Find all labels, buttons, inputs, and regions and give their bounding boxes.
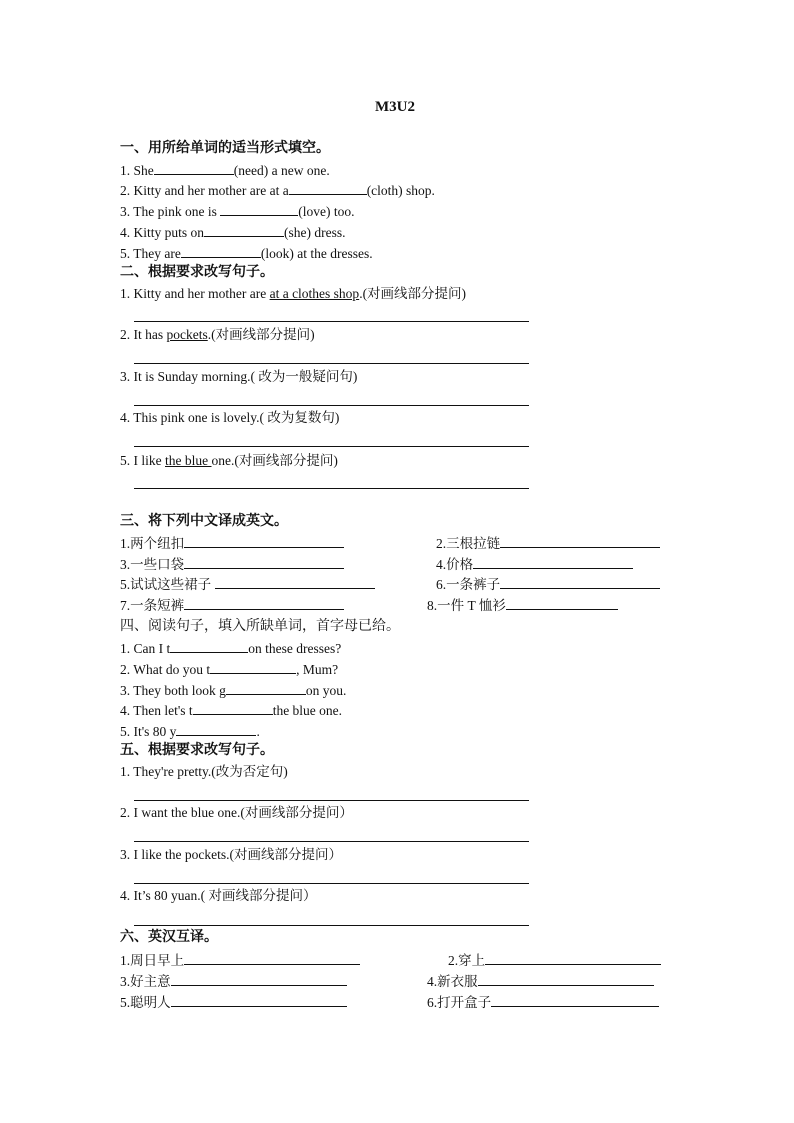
s1-item-3-text: 3. The pink one is: [120, 204, 221, 219]
s6-item-3: [120, 971, 347, 991]
s4-item-5-tail: .: [256, 724, 260, 739]
s3-item-5-blank[interactable]: [215, 574, 375, 589]
s2-item-4: 4. This pink one is lovely.( 改为复数句): [120, 410, 340, 425]
section-2-heading: 二、根据要求改写句子。: [120, 265, 274, 280]
s6-item-5: [120, 992, 347, 1012]
s3-item-3: [120, 554, 344, 574]
answer-line[interactable]: [134, 883, 529, 884]
s4-item-5-text: 5. It's 80 y: [120, 724, 177, 739]
s4-item-2-text: 2. What do you t: [120, 662, 211, 677]
s2-item-1: [120, 284, 466, 304]
s1-item-5-text: 5. They are: [120, 246, 181, 261]
s2-item-5-underlined: the blue: [165, 453, 212, 468]
s2-item-5: [120, 451, 338, 471]
s3-item-4-text: 4.价格: [436, 557, 474, 572]
s1-item-1-text: 1. She: [120, 163, 154, 178]
answer-line[interactable]: [134, 405, 529, 406]
section-4-heading: 四、阅读句子，填入所缺单词，首字母已给。: [120, 619, 400, 634]
s2-item-2-tail: .(对画线部分提问): [207, 327, 315, 342]
s1-item-4-blank[interactable]: [204, 222, 284, 237]
s2-item-5-text: 5. I like: [120, 453, 165, 468]
s6-item-4-blank[interactable]: [478, 971, 654, 986]
s4-item-1: [120, 638, 341, 658]
s3-item-2-blank[interactable]: [500, 533, 660, 548]
s4-item-2: [120, 659, 338, 679]
s4-item-3-blank[interactable]: [226, 680, 306, 695]
s4-item-3: [120, 680, 346, 700]
s4-item-5-blank[interactable]: [176, 721, 256, 736]
s1-item-5-blank[interactable]: [181, 243, 261, 258]
s1-item-4-tail: (she) dress.: [284, 225, 346, 240]
answer-line[interactable]: [134, 321, 529, 322]
s1-item-3-tail: (love) too.: [298, 204, 355, 219]
page-title: M3U2: [375, 99, 415, 115]
s4-item-5: [120, 721, 260, 741]
s4-item-4-tail: the blue one.: [272, 703, 343, 718]
s6-item-2-text: 2.穿上: [448, 953, 486, 968]
s2-item-3: 3. It is Sunday morning.( 改为一般疑问句): [120, 369, 358, 384]
s3-item-5: [120, 574, 375, 594]
s6-item-1: [120, 950, 360, 970]
s6-item-6-text: 6.打开盒子: [427, 995, 492, 1010]
s6-item-4-text: 4.新衣服: [427, 974, 478, 989]
s3-item-7-text: 7.一条短裤: [120, 598, 185, 613]
s3-item-8-text: 8.一件 T 恤衫: [427, 598, 506, 613]
s4-item-3-tail: on you.: [305, 683, 347, 698]
s3-item-2-text: 2.三根拉链: [436, 536, 501, 551]
s3-item-1: [120, 533, 344, 553]
s3-item-6: [436, 574, 660, 594]
s1-item-5-tail: (look) at the dresses.: [260, 246, 373, 261]
s3-item-6-text: 6.一条裤子: [436, 577, 501, 592]
s6-item-1-text: 1.周日早上: [120, 953, 185, 968]
s3-item-2: [436, 533, 660, 553]
answer-line[interactable]: [134, 925, 529, 926]
s2-item-2-text: 2. It has: [120, 327, 167, 342]
s3-item-4: [436, 554, 633, 574]
s4-item-3-text: 3. They both look g: [120, 683, 226, 698]
s2-item-5-tail: one.(对画线部分提问): [211, 453, 338, 468]
s2-item-1-underlined: at a clothes shop: [269, 286, 360, 301]
s3-item-7-blank[interactable]: [184, 595, 344, 610]
answer-line[interactable]: [134, 800, 529, 801]
s6-item-5-text: 5.聪明人: [120, 995, 171, 1010]
answer-line[interactable]: [134, 446, 529, 447]
s3-item-1-blank[interactable]: [184, 533, 344, 548]
s2-item-2-underlined: pockets: [166, 327, 208, 342]
s5-item-1: 1. They're pretty.(改为否定句): [120, 764, 288, 779]
s6-item-3-text: 3.好主意: [120, 974, 171, 989]
answer-line[interactable]: [134, 488, 529, 489]
s6-item-2: [448, 950, 661, 970]
section-5-heading: 五、根据要求改写句子。: [120, 743, 274, 758]
s2-item-1-text: 1. Kitty and her mother are: [120, 286, 270, 301]
s5-item-3: 3. I like the pockets.(对画线部分提问）: [120, 847, 342, 862]
s1-item-3: [120, 201, 355, 221]
s1-item-2-text: 2. Kitty and her mother are at a: [120, 183, 289, 198]
s3-item-7: [120, 595, 344, 615]
section-1-heading: 一、用所给单词的适当形式填空。: [120, 141, 330, 156]
s1-item-2-tail: (cloth) shop.: [366, 183, 435, 198]
s6-item-2-blank[interactable]: [485, 950, 661, 965]
s1-item-1-tail: (need) a new one.: [233, 163, 330, 178]
s1-item-5: [120, 243, 373, 263]
s4-item-2-blank[interactable]: [210, 659, 296, 674]
s6-item-3-blank[interactable]: [171, 971, 347, 986]
section-3-heading: 三、将下列中文译成英文。: [120, 514, 288, 529]
s4-item-1-text: 1. Can I t: [120, 641, 171, 656]
s3-item-6-blank[interactable]: [500, 574, 660, 589]
s4-item-1-blank[interactable]: [170, 638, 248, 653]
s3-item-8: [427, 595, 618, 615]
section-6-heading: 六、英汉互译。: [120, 930, 218, 945]
s1-item-3-blank[interactable]: [220, 201, 298, 216]
answer-line[interactable]: [134, 363, 529, 364]
s6-item-4: [427, 971, 654, 991]
s6-item-1-blank[interactable]: [184, 950, 360, 965]
s1-item-2: [120, 180, 435, 200]
s1-item-1-blank[interactable]: [154, 160, 234, 175]
s6-item-6: [427, 992, 659, 1012]
s4-item-4: [120, 700, 342, 720]
s3-item-3-blank[interactable]: [184, 554, 344, 569]
s1-item-4: [120, 222, 346, 242]
s5-item-2: 2. I want the blue one.(对画线部分提问）: [120, 805, 353, 820]
s3-item-3-text: 3.一些口袋: [120, 557, 185, 572]
s2-item-1-tail: .(对画线部分提问): [359, 286, 467, 301]
s3-item-1-text: 1.两个纽扣: [120, 536, 185, 551]
s4-item-1-tail: on these dresses?: [248, 641, 342, 656]
s1-item-1: [120, 160, 330, 180]
s3-item-5-text: 5.试试这些裙子: [120, 577, 215, 592]
answer-line[interactable]: [134, 841, 529, 842]
s3-item-8-blank[interactable]: [506, 595, 618, 610]
s4-item-4-blank[interactable]: [193, 700, 273, 715]
s4-item-4-text: 4. Then let's t: [120, 703, 193, 718]
s5-item-4: 4. It’s 80 yuan.( 对画线部分提问）: [120, 888, 317, 903]
s3-item-4-blank[interactable]: [473, 554, 633, 569]
s2-item-2: [120, 325, 315, 345]
s1-item-2-blank[interactable]: [289, 180, 367, 195]
s6-item-6-blank[interactable]: [491, 992, 659, 1007]
s4-item-2-tail: , Mum?: [296, 662, 339, 677]
s6-item-5-blank[interactable]: [171, 992, 347, 1007]
s1-item-4-text: 4. Kitty puts on: [120, 225, 205, 240]
